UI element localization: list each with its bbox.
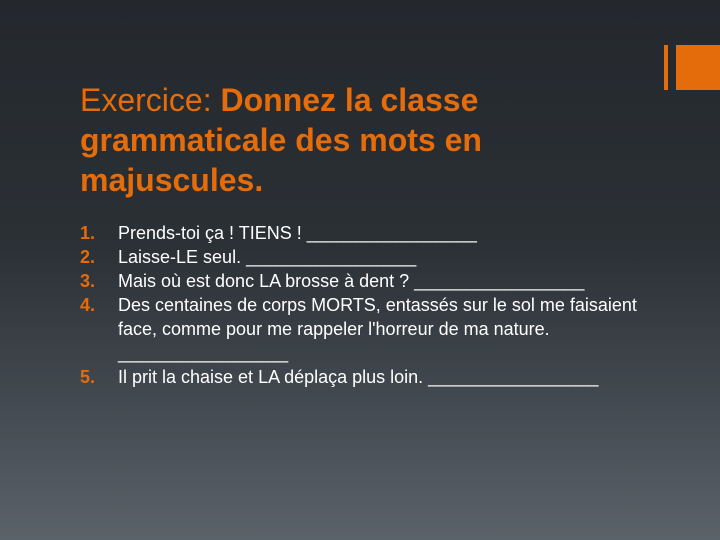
list-item <box>80 365 640 389</box>
item-number: 1. <box>80 223 96 243</box>
item-text: Prends-toi ça ! TIENS ! _________________ <box>118 223 477 243</box>
slide-title <box>80 80 640 200</box>
item-number: 3. <box>80 271 96 291</box>
item-text: Des centaines de corps MORTS, entassés sur le sol me faisaient face, comme pour me rappeler l'horreur de ma nature. _________________ <box>118 295 637 363</box>
item-number: 4. <box>80 295 96 315</box>
item-number: 2. <box>80 247 96 267</box>
item-text: Mais où est donc LA brosse à dent ? _________________ <box>118 271 585 291</box>
exercise-list <box>80 221 640 389</box>
title-prefix: Exercice: <box>80 82 221 118</box>
accent-bar-thick <box>676 45 720 90</box>
list-item <box>80 293 640 365</box>
title-emphasis: Donnez la classe grammaticale des mots en majuscules. <box>80 82 482 198</box>
list-item <box>80 245 640 269</box>
item-number: 5. <box>80 367 96 387</box>
list-item <box>80 221 640 245</box>
item-text: Il prit la chaise et LA déplaça plus loin. _________________ <box>118 367 599 387</box>
list-item <box>80 269 640 293</box>
item-text: Laisse-LE seul. _________________ <box>118 247 417 267</box>
accent-bar-thin <box>664 45 668 90</box>
